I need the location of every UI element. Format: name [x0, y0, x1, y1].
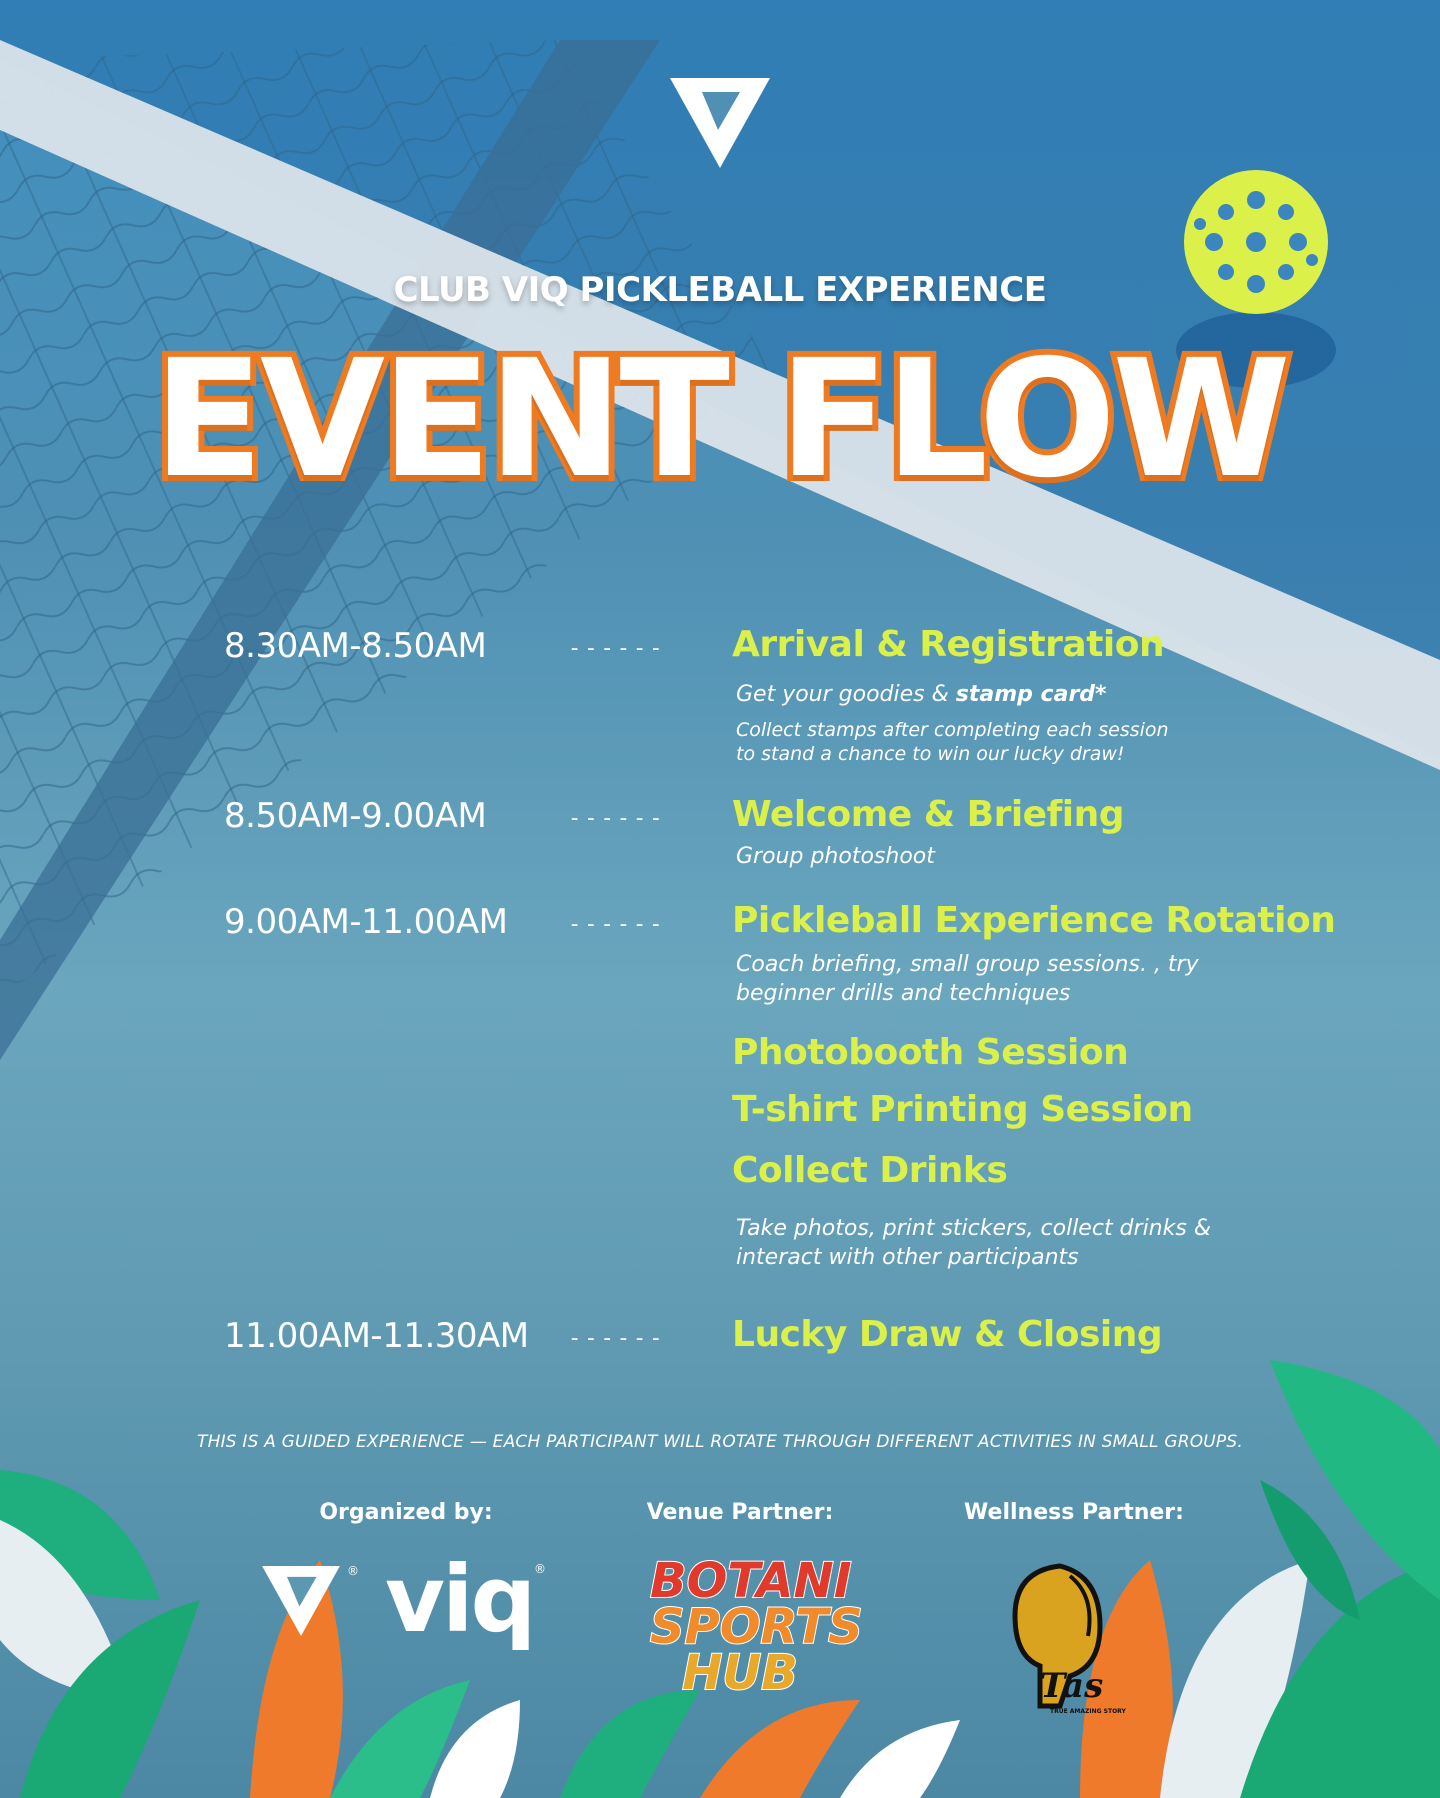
guided-experience-note: THIS IS A GUIDED EXPERIENCE — EACH PARTICIPANT WILL ROTATE THROUGH DIFFERENT ACTIVITIES IN SMALL GROUPS. — [197, 1432, 1243, 1452]
botani-logo-line: BOTANI — [650, 1553, 852, 1609]
activity-title: Welcome & Briefing — [732, 794, 1124, 835]
viq-v-logo-icon — [670, 78, 770, 168]
viq-v-logo-icon — [262, 1566, 340, 1636]
activity-description-line-2: interact with other participants — [736, 1245, 1079, 1270]
activity-title: Photobooth Session — [732, 1032, 1129, 1073]
tas-logo-subtext: TRUE AMAZING STORY — [1050, 1708, 1126, 1715]
description-text: Get your goodies & — [736, 682, 956, 707]
stamp-card-emphasis: stamp card* — [955, 682, 1107, 707]
activity-title: Pickleball Experience Rotation — [732, 900, 1336, 941]
dash-separator: ------ — [568, 1326, 666, 1351]
activity-description-line-1: Coach briefing, small group sessions. , try — [736, 952, 1199, 977]
activity-title: Lucky Draw & Closing — [732, 1314, 1163, 1355]
page-title: EVENT FLOW — [153, 326, 1287, 514]
activity-description — [736, 680, 1107, 709]
registered-mark: ® — [534, 1562, 546, 1576]
venue-partner-label: Venue Partner: — [646, 1500, 834, 1525]
dash-separator: ------ — [568, 806, 666, 831]
botani-logo-line: SPORTS — [650, 1599, 863, 1655]
activity-title: T-shirt Printing Session — [732, 1089, 1193, 1130]
stamp-note-line-2: to stand a chance to win our lucky draw! — [736, 743, 1125, 765]
registered-mark: ® — [347, 1564, 359, 1578]
event-subtitle: CLUB VIQ PICKLEBALL EXPERIENCE — [393, 270, 1047, 310]
dash-separator: ------ — [568, 636, 666, 661]
time-slot: 11.00AM-11.30AM — [224, 1316, 529, 1356]
tas-logo-text: Tas — [1040, 1666, 1104, 1706]
stamp-note-line-1: Collect stamps after completing each session — [736, 719, 1169, 741]
dash-separator: ------ — [568, 912, 666, 937]
activity-title: Collect Drinks — [732, 1150, 1008, 1191]
time-slot: 8.50AM-9.00AM — [224, 796, 487, 836]
organizer-label: Organized by: — [319, 1500, 493, 1525]
activity-description-line-1: Take photos, print stickers, collect drinks & — [736, 1216, 1211, 1241]
botani-sports-hub-logo — [650, 1553, 863, 1701]
activity-description: Group photoshoot — [736, 844, 935, 869]
wellness-partner-label: Wellness Partner: — [964, 1500, 1184, 1525]
activity-description-line-2: beginner drills and techniques — [736, 981, 1071, 1006]
time-slot: 8.30AM-8.50AM — [224, 626, 487, 666]
time-slot: 9.00AM-11.00AM — [224, 902, 508, 942]
viq-logo-text: viq — [385, 1546, 534, 1653]
botani-logo-line: HUB — [682, 1645, 798, 1701]
activity-title: Arrival & Registration — [732, 624, 1165, 665]
